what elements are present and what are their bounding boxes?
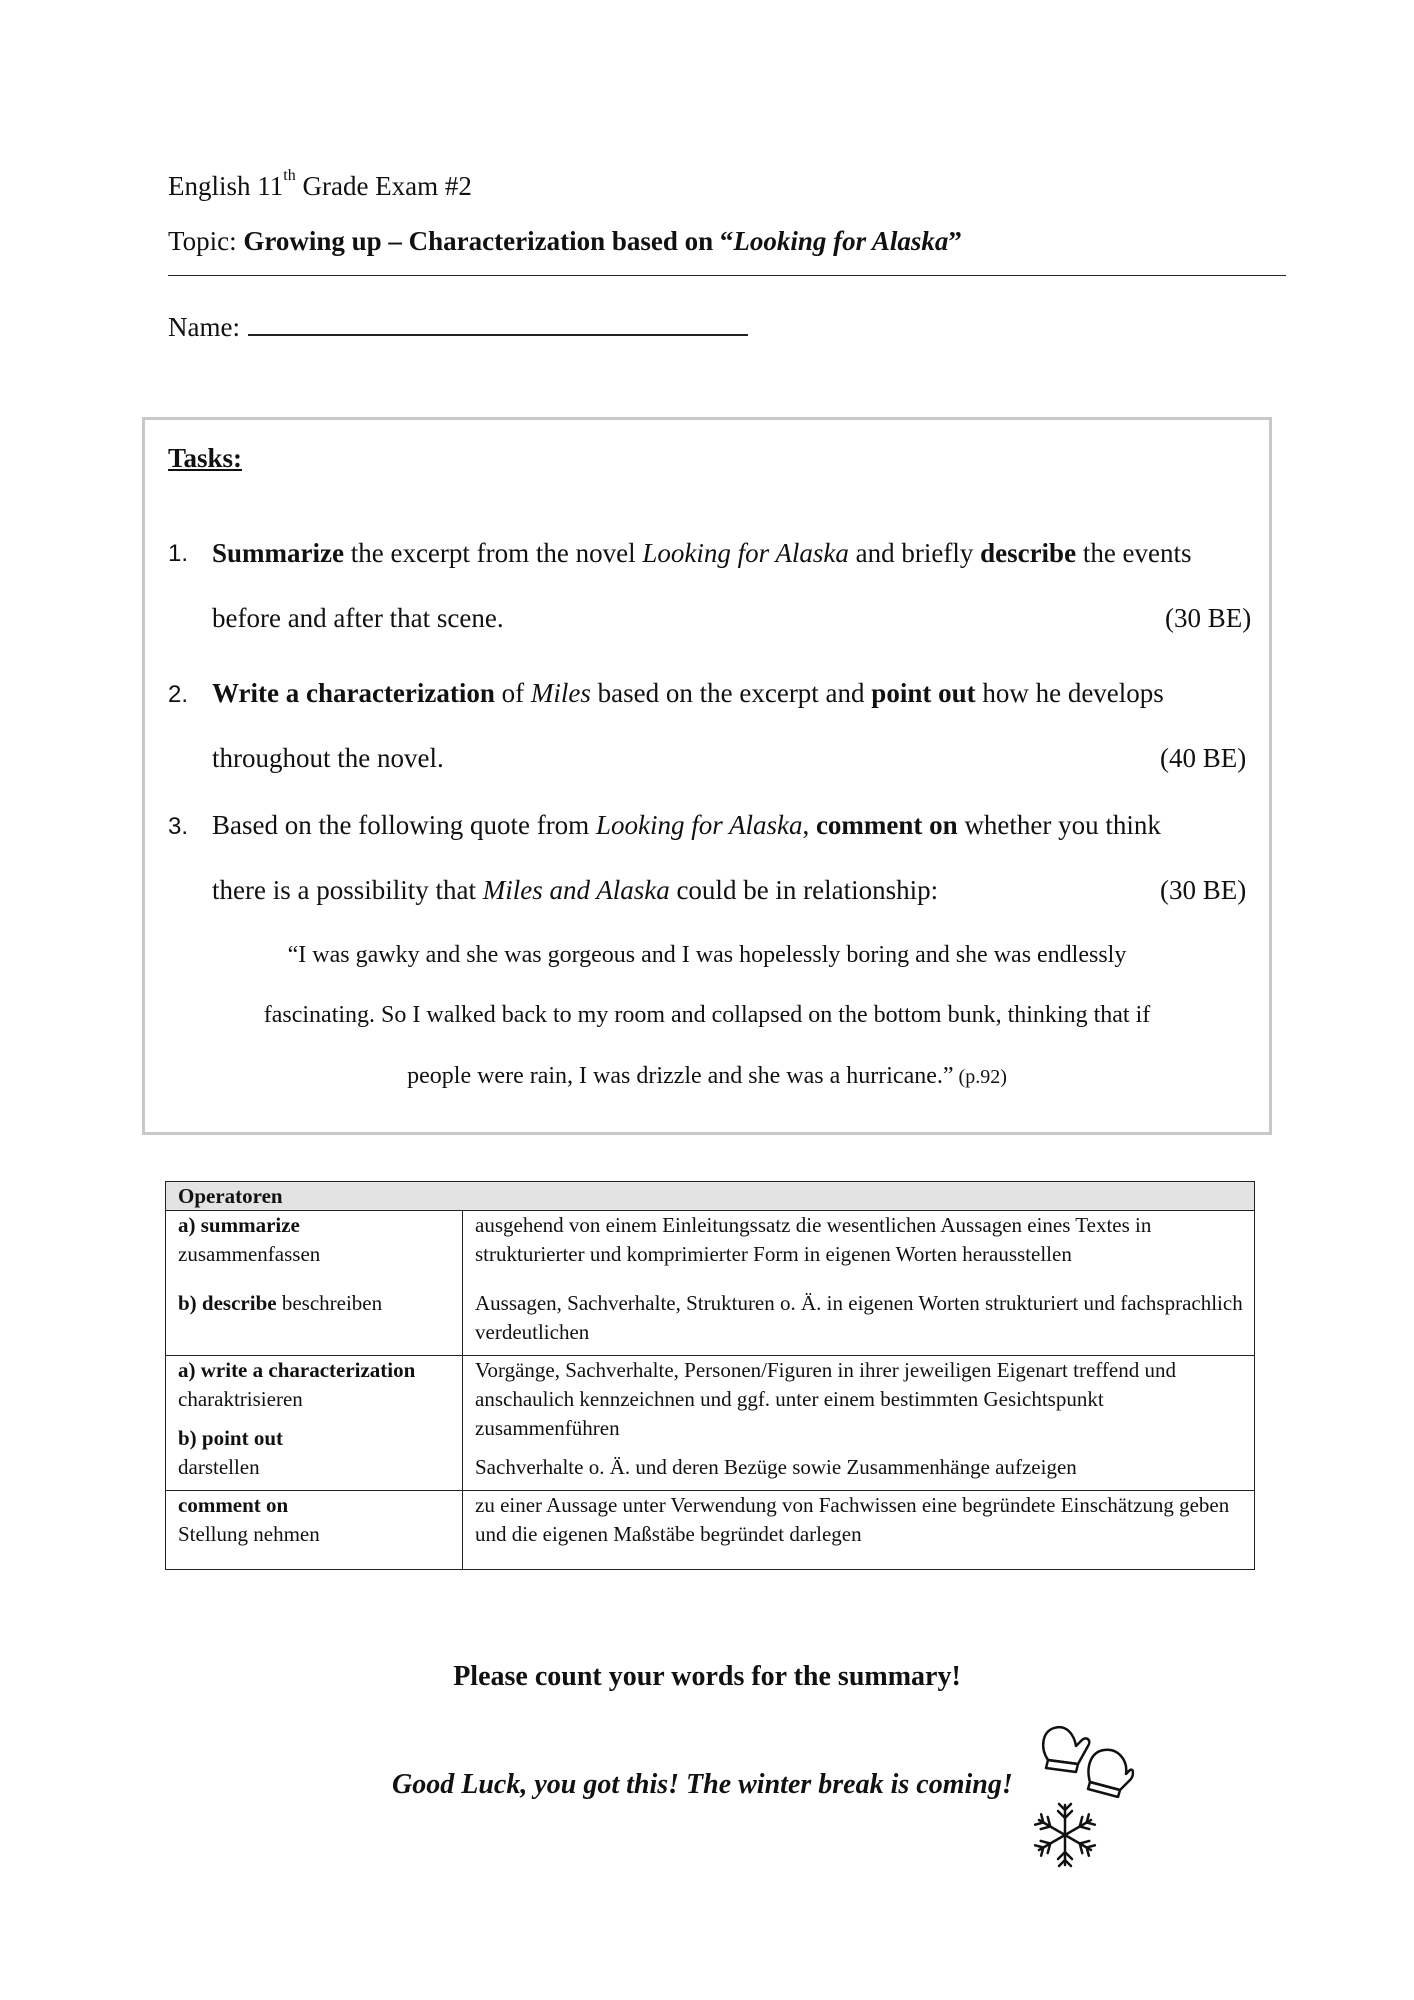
table-row bbox=[166, 1356, 1255, 1491]
operator-german: charaktrisieren bbox=[178, 1387, 303, 1411]
task-1-number: 1. bbox=[168, 540, 189, 567]
operators-header: Operatoren bbox=[166, 1182, 1255, 1211]
operator-description: ausgehend von einem Einleitungssatz die wesentlichen Aussagen eines Textes in strukturierter und komprimierter Form in eigenen Worten herausstellen bbox=[475, 1213, 1152, 1266]
topic-book-title: Looking for Alaska bbox=[733, 226, 949, 256]
name-line bbox=[168, 308, 748, 343]
task-1-line-1 bbox=[212, 538, 1192, 569]
task-1-operator-summarize: Summarize bbox=[212, 538, 344, 568]
exam-title bbox=[168, 167, 472, 202]
topic-close-quote: ” bbox=[948, 226, 962, 256]
operator-description: zu einer Aussage unter Verwendung von Fachwissen eine begründete Einschätzung geben und die eigenen Maßstäbe begründet darlegen bbox=[475, 1493, 1230, 1546]
operator-cell bbox=[166, 1356, 463, 1491]
operator-name: a) summarize bbox=[178, 1213, 300, 1237]
title-superscript: th bbox=[283, 167, 296, 184]
operator-german: beschreiben bbox=[276, 1291, 383, 1315]
task-3-text: could be in relationship: bbox=[669, 875, 939, 905]
good-luck-message: Good Luck, you got this! The winter break is coming! bbox=[392, 1769, 1013, 1800]
operator-name: comment on bbox=[178, 1493, 289, 1517]
task-1-text: the events bbox=[1076, 538, 1192, 568]
task-2-line-1 bbox=[212, 678, 1164, 709]
quote-text: people were rain, I was drizzle and she was a hurricane.” bbox=[407, 1063, 954, 1089]
task-3-text: Based on the following quote from bbox=[212, 810, 596, 840]
task-1-line-2: before and after that scene. bbox=[212, 603, 504, 633]
operator-german: darstellen bbox=[178, 1455, 260, 1479]
operator-cell bbox=[166, 1491, 463, 1570]
operator-name: b) describe bbox=[178, 1291, 277, 1315]
operator-german: zusammenfassen bbox=[178, 1242, 321, 1266]
task-2-operator-point-out: point out bbox=[871, 678, 976, 708]
task-1-text: and briefly bbox=[848, 538, 981, 568]
task-3-operator-comment-on: comment on bbox=[815, 810, 958, 840]
header-divider bbox=[168, 275, 1286, 276]
table-row bbox=[166, 1211, 1255, 1356]
title-text: English 11 bbox=[168, 171, 284, 201]
operator-name: b) point out bbox=[178, 1426, 284, 1450]
task-3-characters: Miles and Alaska bbox=[482, 875, 670, 905]
topic-bold: Growing up – Characterization based on “ bbox=[243, 226, 734, 256]
operator-description: Aussagen, Sachverhalte, Strukturen o. Ä. in eigenen Worten strukturiert und fachsprachlich verdeutlichen bbox=[475, 1291, 1243, 1344]
task-3-text: , bbox=[802, 810, 816, 840]
task-1-points: (30 BE) bbox=[1165, 603, 1252, 633]
snowflake-icon bbox=[1030, 1800, 1100, 1870]
name-field[interactable] bbox=[248, 308, 748, 336]
task-3-number: 3. bbox=[168, 813, 189, 840]
operator-cell bbox=[166, 1211, 463, 1356]
quote-line-1: “I was gawky and she was gorgeous and I was hopelessly boring and she was endlessly bbox=[287, 942, 1127, 968]
task-2-text: of bbox=[494, 678, 531, 708]
task-2-text: based on the excerpt and bbox=[590, 678, 872, 708]
operator-description: Sachverhalte o. Ä. und deren Bezüge sowie Zusammenhänge aufzeigen bbox=[475, 1455, 1077, 1479]
quote-line-2: fascinating. So I walked back to my room and collapsed on the bottom bunk, thinking that if bbox=[263, 1002, 1151, 1028]
quote-line-3 bbox=[142, 1063, 1272, 1090]
task-2-points: (40 BE) bbox=[1160, 743, 1247, 773]
operators-table bbox=[165, 1181, 1255, 1570]
table-row bbox=[166, 1491, 1255, 1570]
table-header-row bbox=[166, 1182, 1255, 1211]
tasks-heading: Tasks: bbox=[168, 443, 243, 473]
task-1-text: the excerpt from the novel bbox=[343, 538, 643, 568]
task-2-character: Miles bbox=[530, 678, 591, 708]
operator-description-cell bbox=[463, 1356, 1255, 1491]
task-3-line-2 bbox=[212, 875, 938, 906]
task-3-points: (30 BE) bbox=[1160, 875, 1247, 905]
quote-page-reference: (p.92) bbox=[953, 1066, 1007, 1088]
operator-name: a) write a characterization bbox=[178, 1358, 416, 1382]
task-2-line-2: throughout the novel. bbox=[212, 743, 444, 773]
title-text-end: Grade Exam #2 bbox=[295, 171, 472, 201]
operator-description-cell bbox=[463, 1211, 1255, 1356]
task-3-line-1 bbox=[212, 810, 1161, 841]
mittens-icon bbox=[1038, 1720, 1134, 1798]
exam-topic bbox=[168, 226, 962, 257]
operator-description: Vorgänge, Sachverhalte, Personen/Figuren in ihrer jeweiligen Eigenart treffend und anschaulich kennzeichnen und ggf. unter einem bestimmten Gesichtspunkt zusammenführen bbox=[475, 1358, 1176, 1440]
task-2-number: 2. bbox=[168, 681, 189, 708]
task-3-text: whether you think bbox=[957, 810, 1161, 840]
task-2-text: how he develops bbox=[975, 678, 1164, 708]
operator-description-cell bbox=[463, 1491, 1255, 1570]
task-2-operator-characterization: Write a characterization bbox=[212, 678, 495, 708]
name-label: Name: bbox=[168, 312, 240, 342]
task-3-book-title: Looking for Alaska bbox=[595, 810, 803, 840]
word-count-reminder: Please count your words for the summary! bbox=[453, 1661, 961, 1692]
operator-german: Stellung nehmen bbox=[178, 1522, 320, 1546]
task-1-book-title: Looking for Alaska bbox=[642, 538, 849, 568]
topic-label: Topic: bbox=[168, 226, 244, 256]
task-3-text: there is a possibility that bbox=[212, 875, 483, 905]
task-1-operator-describe: describe bbox=[980, 538, 1077, 568]
